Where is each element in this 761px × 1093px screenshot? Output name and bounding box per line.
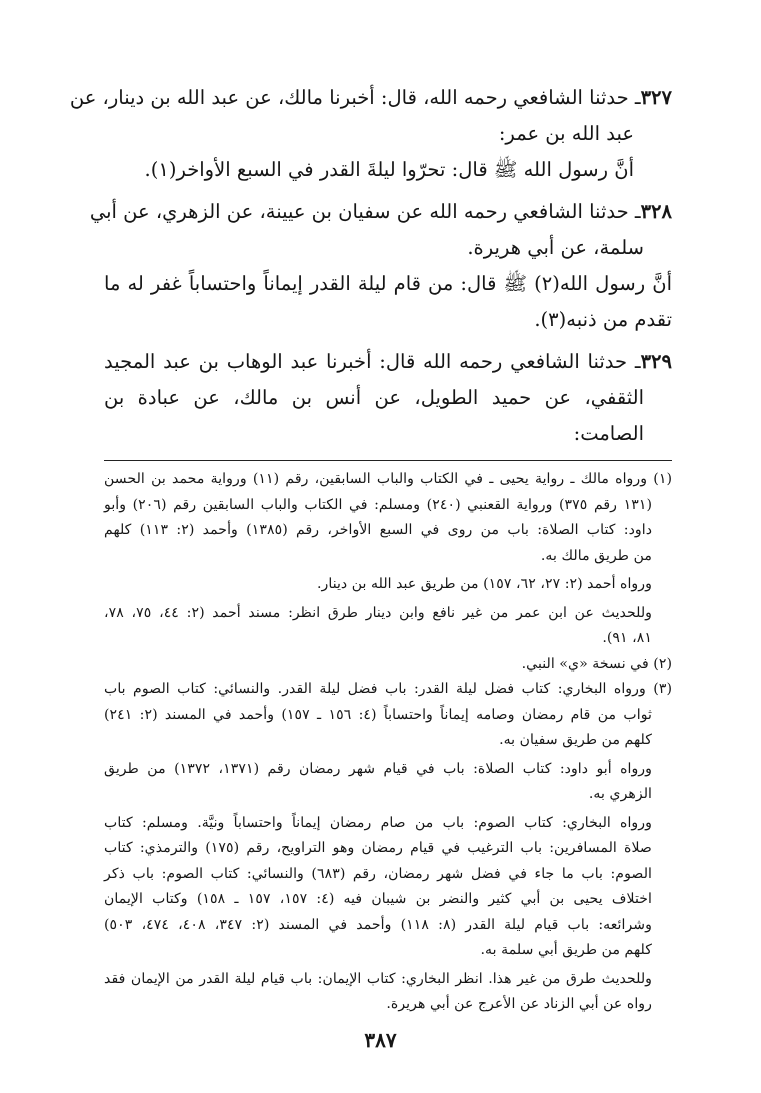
footnote-line: صلاة المسافرين: باب الترغيب في قيام رمضان وهو التراويح، رقم (١٧٥) والترمذي: كتاب [104, 840, 652, 856]
footnote-line: (١٣١ رقم ٣٧٥) ورواية القعنبي (٢٤٠) ومسلم: في الكتاب والباب السابقين رقم (٢٠٦) وأبو [104, 496, 652, 513]
hadith-line: سلمة، عن أبي هريرة. [467, 236, 644, 259]
hadith-line: أنَّ رسول الله ﷺ قال: تحرّوا ليلةَ القدر في السبع الأواخر(١). [144, 158, 634, 181]
footnote-line: الزهري به. [588, 786, 652, 802]
footnote-line: ورواه أبو داود: كتاب الصلاة: باب في قيام شهر رمضان رقم (١٣٧١، ١٣٧٢) من طريق [104, 760, 652, 777]
footnote-line: وللحديث عن ابن عمر من غير نافع وابن دينار طرق انظر: مسند أحمد (٢: ٤٤، ٧٥، ٧٨، [104, 604, 653, 621]
footnote-line: وشرائعه: باب قيام ليلة القدر (٨: ١١٨) وأحمد في المسند (٢: ٣٤٧، ٤٠٨، ٤٧٤، ٥٠٣) [104, 916, 653, 933]
hadith-line: أنَّ رسول الله(٢) ﷺ قال: من قام ليلة القدر إيماناً واحتساباً غفر له ما [104, 272, 672, 295]
hadith-line: ٣٢٧ـ حدثنا الشافعي رحمه الله، قال: أخبرنا مالك، عن عبد الله بن دينار، عن [69, 86, 672, 109]
hadith-line: تقدم من ذنبه(٣). [534, 308, 672, 331]
footnote-line: (١) ورواه مالك ـ رواية يحيى ـ في الكتاب والباب السابقين، رقم (١١) ورواية محمد بن الحسن [104, 471, 672, 487]
footnote-line: كلهم من طريق أبي سلمة به. [480, 942, 652, 958]
hadith-327 [69, 80, 672, 188]
hadith-number: ٣٢٨ [640, 200, 672, 223]
page-body [69, 80, 672, 1018]
footnote-line: داود: كتاب الصلاة: باب من روى في السبع الأواخر، رقم (١٣٨٥) وأحمد (٢: ١١٣) كلهم [104, 522, 653, 538]
hadith-329 [104, 344, 672, 452]
footnote-line: رواه عن أبي الزناد عن الأعرج عن أبي هريرة. [386, 996, 652, 1012]
footnote-line: ثواب من قام رمضان وصامه إيماناً واحتساباً (٤: ١٥٦ ـ ١٥٧) وأحمد في المسند (٢: ٢٤١) [104, 706, 652, 723]
footnote-separator [104, 460, 672, 461]
footnote-line: الصوم: باب ما جاء في فضل شهر رمضان، رقم (٦٨٣) والنسائي: كتاب الصوم: باب ذكر [104, 865, 652, 882]
hadith-line: الصامت: [573, 422, 644, 445]
hadith-line: عبد الله بن عمر: [498, 122, 634, 145]
page-number: ٣٨٧ [364, 1028, 397, 1052]
footnote-line: من طريق مالك به. [540, 547, 652, 564]
hadith-line: ٣٢٨ـ حدثنا الشافعي رحمه الله عن سفيان بن عيينة، عن الزهري، عن أبي [89, 200, 672, 223]
hadith-number: ٣٢٧ [640, 86, 672, 109]
footnote-line: ورواه أحمد (٢: ٢٧، ٦٢، ١٥٧) من طريق عبد الله بن دينار. [317, 576, 652, 592]
hadith-number: ٣٢٩ [640, 350, 672, 373]
footnotes [104, 467, 672, 1018]
footnote-line: كلهم من طريق سفيان به. [499, 732, 652, 748]
footnote-line: (٣) ورواه البخاري: كتاب فضل ليلة القدر: باب فضل ليلة القدر. والنسائي: كتاب الصوم باب [104, 681, 672, 697]
hadith-328 [89, 194, 672, 338]
footnote-line: اختلاف يحيى بن أبي كثير والنضر بن شيبان فيه (٤: ١٥٧، ١٥٧ ـ ١٥٨) وكتاب الإيمان [104, 891, 653, 907]
footnote-line: وللحديث طرق من غير هذا. انظر البخاري: كتاب الإيمان: باب قيام ليلة القدر من الإيمان فقد [104, 970, 652, 987]
footnote-line: ورواه البخاري: كتاب الصوم: باب من صام رمضان إيماناً واحتساباً ونيَّة. ومسلم: كتاب [104, 814, 652, 831]
footnote-line: (٢) في نسخة «ي» النبي. [521, 655, 672, 672]
hadith-line: ٣٢٩ـ حدثنا الشافعي رحمه الله قال: أخبرنا عبد الوهاب بن عبد المجيد [104, 350, 672, 373]
hadith-line: الثقفي، عن حميد الطويل، عن أنس بن مالك، عن عبادة بن [104, 386, 644, 409]
footnote-line: ٨١، ٩١). [602, 630, 652, 646]
